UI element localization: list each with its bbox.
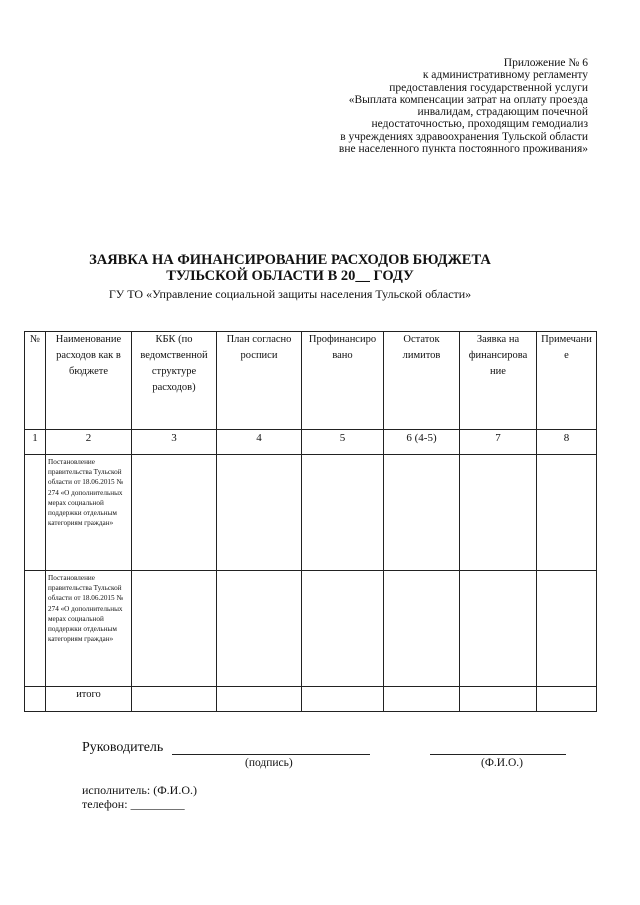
remaining-cell — [384, 455, 460, 571]
row-number-cell — [25, 455, 46, 571]
row-number-cell — [25, 571, 46, 687]
plan-cell — [217, 687, 302, 712]
organization-subtitle: ГУ ТО «Управление социальной защиты населения Тульской области» — [108, 287, 472, 301]
appendix-line: к административному регламенту — [422, 69, 588, 82]
column-number: 4 — [217, 430, 302, 455]
note-cell — [537, 687, 597, 712]
column-number: 5 — [302, 430, 384, 455]
note-cell — [537, 571, 597, 687]
column-number-row — [25, 430, 597, 455]
row-number-cell — [25, 687, 46, 712]
financed-cell — [302, 455, 384, 571]
column-number: 1 — [25, 430, 46, 455]
appendix-line: инвалидам, страдающим почечной — [417, 106, 588, 119]
kbk-cell — [132, 571, 217, 687]
signature-caption: (подпись) — [245, 757, 293, 769]
expense-description: Постановление правительства Тульской области от 18.06.2015 № 274 «О дополнительных мерах социальной поддержки отдельным категориям граждан» — [46, 571, 132, 687]
executor-line: исполнитель: (Ф.И.О.) — [82, 783, 198, 797]
funding-request-table — [24, 331, 597, 712]
table-row — [25, 571, 597, 687]
expense-description: Постановление правительства Тульской области от 18.06.2015 № 274 «О дополнительных мерах социальной поддержки отдельным категориям граждан» — [46, 455, 132, 571]
header-row — [25, 332, 597, 430]
name-caption: (Ф.И.О.) — [481, 757, 523, 769]
remaining-cell — [384, 571, 460, 687]
column-number: 7 — [460, 430, 537, 455]
header-cell-plan: План согласно росписи — [217, 332, 302, 430]
signature-line — [172, 754, 370, 755]
appendix-note — [258, 57, 588, 155]
appendix-line: вне населенного пункта постоянного проживания» — [338, 143, 588, 156]
request-cell — [460, 687, 537, 712]
appendix-line: Приложение № 6 — [503, 57, 588, 69]
appendix-line: в учреждениях здравоохранения Тульской области — [340, 130, 588, 143]
header-cell-request: Заявка на финансирова ние — [460, 332, 537, 430]
appendix-line: предоставления государственной услуги — [389, 81, 588, 94]
column-number: 2 — [46, 430, 132, 455]
request-cell — [460, 455, 537, 571]
financed-cell — [302, 687, 384, 712]
header-cell-note: Примечани е — [537, 332, 597, 430]
plan-cell — [217, 571, 302, 687]
appendix-line: «Выплата компенсации затрат на оплату проезда — [348, 93, 588, 106]
phone-line: телефон: _________ — [82, 797, 185, 811]
request-cell — [460, 571, 537, 687]
column-number: 6 (4-5) — [384, 430, 460, 455]
total-row — [25, 687, 597, 712]
document-title — [0, 252, 580, 284]
appendix-line: недостаточностью, проходящим гемодиализ — [371, 118, 588, 131]
financed-cell — [302, 571, 384, 687]
plan-cell — [217, 455, 302, 571]
header-cell-number: № — [25, 332, 46, 430]
name-line — [430, 754, 566, 755]
signature-label: Руководитель — [82, 740, 164, 755]
kbk-cell — [132, 687, 217, 712]
table-row — [25, 455, 597, 571]
column-number: 8 — [537, 430, 597, 455]
header-cell-remaining: Остаток лимитов — [384, 332, 460, 430]
total-label: итого — [46, 687, 132, 712]
note-cell — [537, 455, 597, 571]
remaining-cell — [384, 687, 460, 712]
header-cell-name: Наименование расходов как в бюджете — [46, 332, 132, 430]
header-cell-financed: Профинансиро вано — [302, 332, 384, 430]
kbk-cell — [132, 455, 217, 571]
header-cell-kbk: КБК (по ведомственной структуре расходов) — [132, 332, 217, 430]
title-line-2: ТУЛЬСКОЙ ОБЛАСТИ В 20__ ГОДУ — [166, 268, 414, 284]
column-number: 3 — [132, 430, 217, 455]
title-line-1: ЗАЯВКА НА ФИНАНСИРОВАНИЕ РАСХОДОВ БЮДЖЕТА — [89, 252, 491, 268]
